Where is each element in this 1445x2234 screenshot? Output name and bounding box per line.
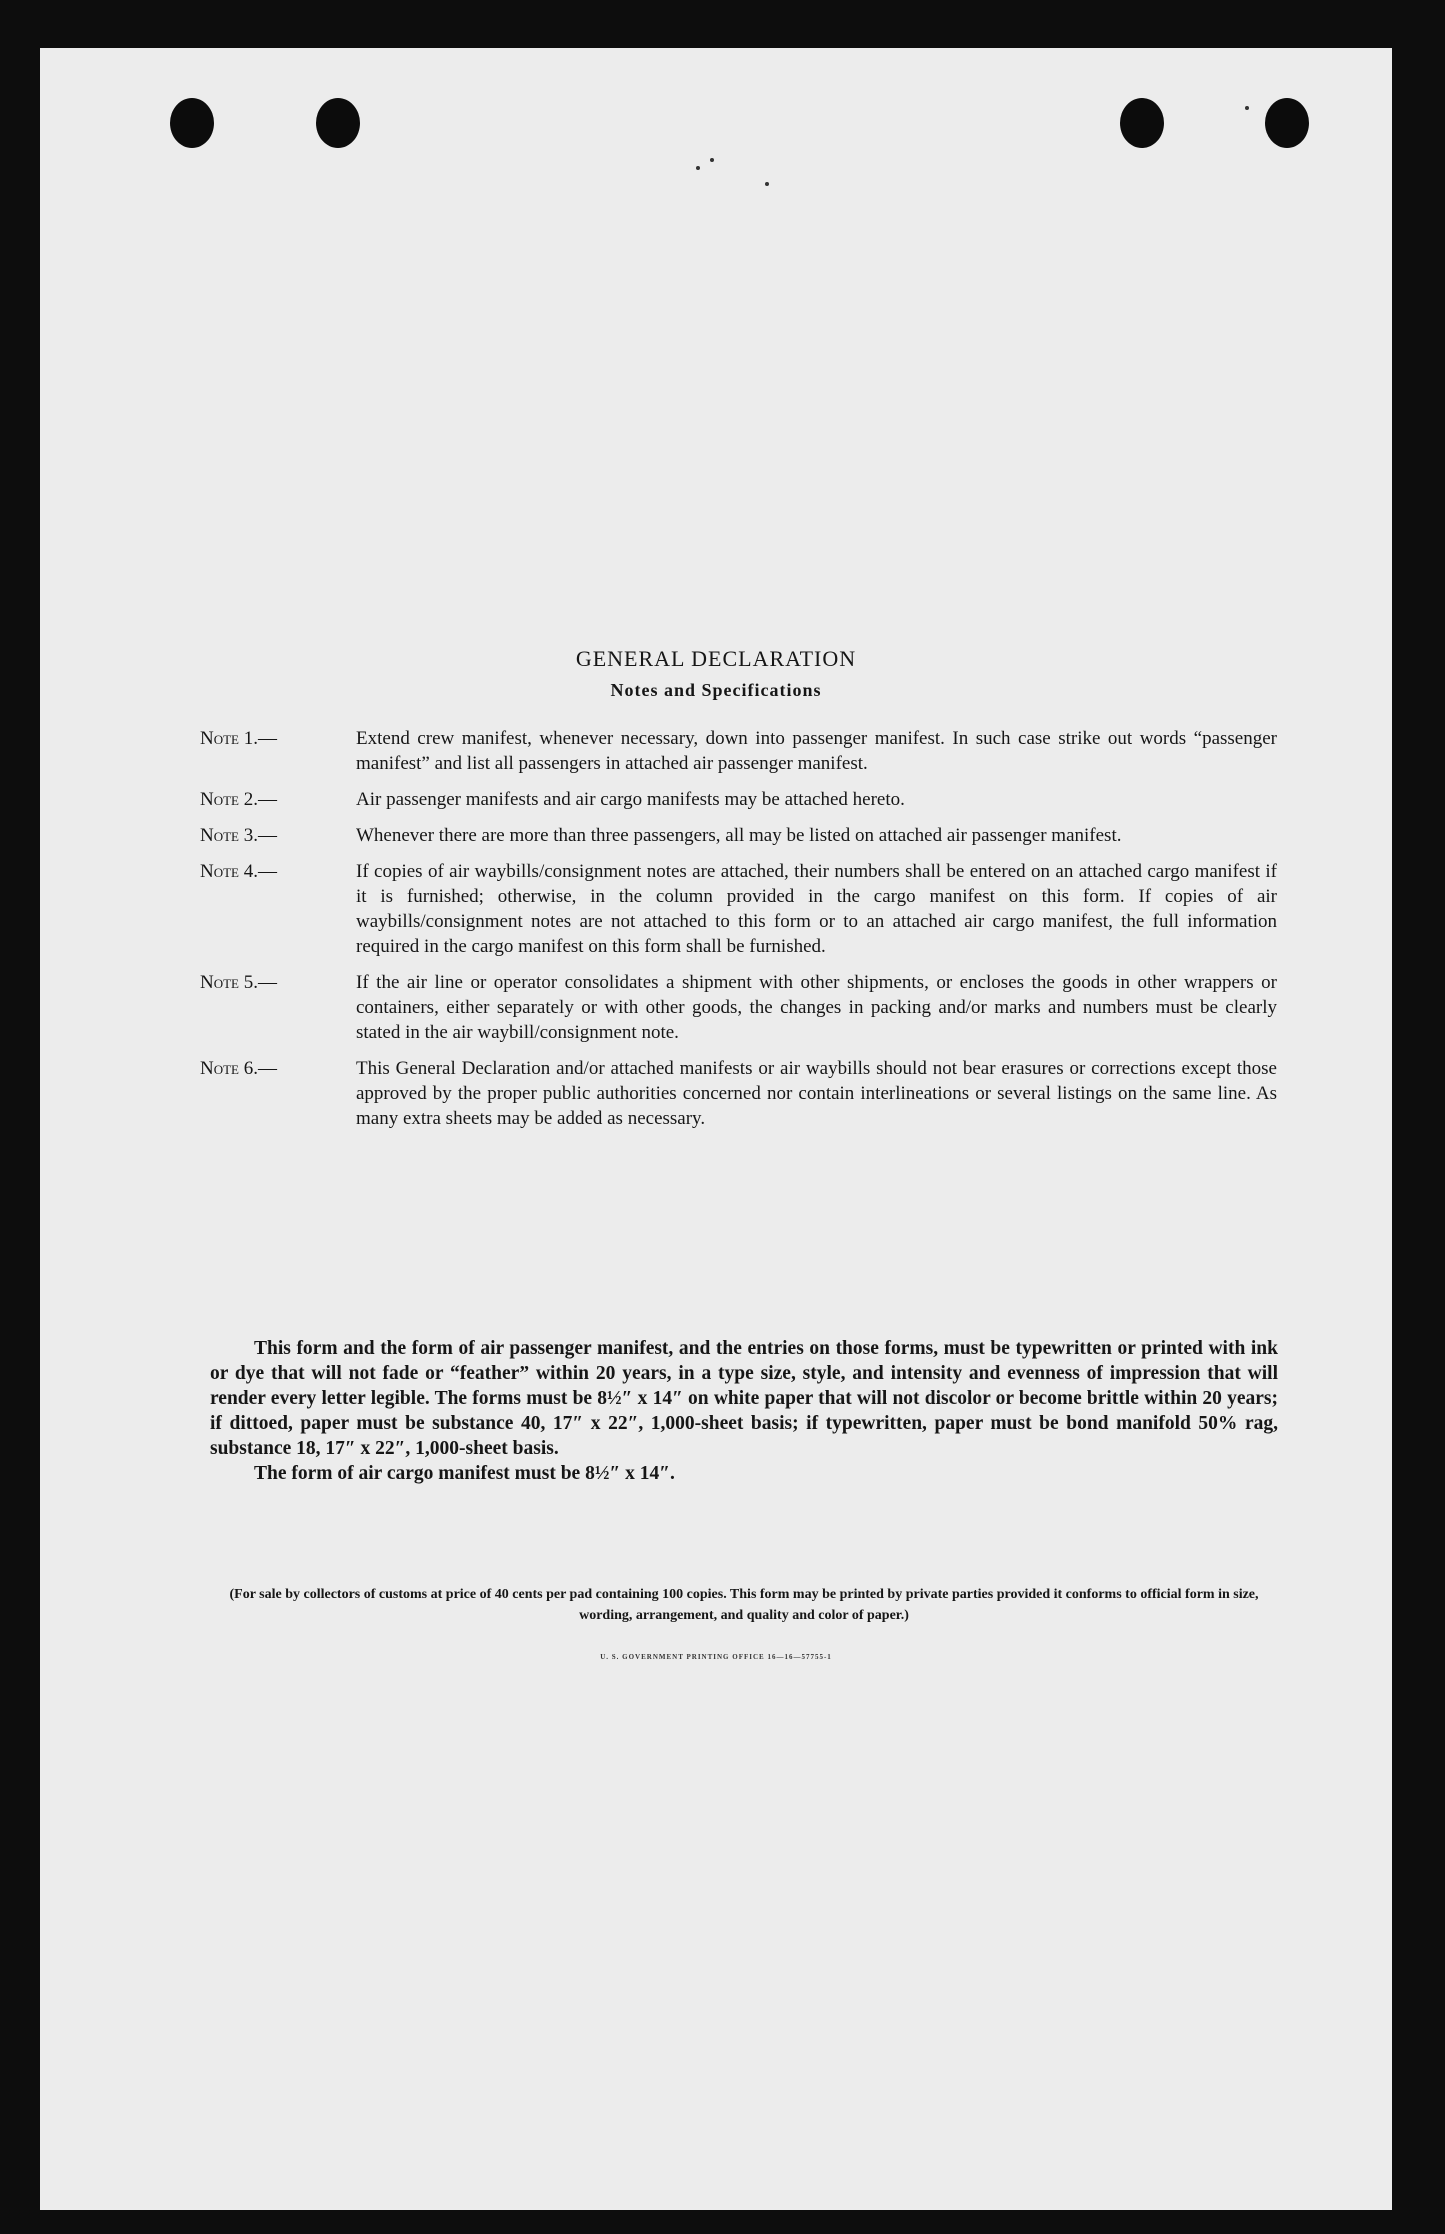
note-label: Note 1.— <box>200 728 277 749</box>
note-2 <box>200 787 1277 812</box>
note-text: Extend crew manifest, whenever necessary, down into passenger manifest. In such case strike out words “passenger manifest” and list all passengers in attached air passenger manifest. <box>356 728 1277 774</box>
paper-speck <box>710 158 714 162</box>
paper-speck <box>765 182 769 186</box>
note-5 <box>200 970 1277 1045</box>
sale-footnote: (For sale by collectors of customs at price of 40 cents per pad containing 100 copies. This form may be printed by private parties provided it conforms to official form in size, wording, arrangement, and quality and color of paper.) <box>229 1587 1259 1623</box>
note-text: Whenever there are more than three passengers, all may be listed on attached air passenger manifest. <box>356 825 1122 846</box>
document-title: GENERAL DECLARATION <box>575 646 857 671</box>
form-specifications <box>210 1336 1278 1486</box>
note-text: Air passenger manifests and air cargo manifests may be attached hereto. <box>356 789 905 810</box>
paper-speck <box>1245 106 1249 110</box>
specifications-paragraph: This form and the form of air passenger manifest, and the entries on those forms, must be typewritten or printed with ink or dye that will not fade or “feather” within 20 years, in a type size, style, and intensity and evenness of impression that will render every letter legible. The forms must be 8½″ x 14″ on white paper that will not discolor or become brittle within 20 years; if dittoed, paper must be substance 40, 17″ x 22″, 1,000-sheet basis; if typewritten, paper must be bond manifold 50% rag, substance 18, 17″ x 22″, 1,000-sheet basis. <box>210 1338 1278 1459</box>
note-text: If the air line or operator consolidates a shipment with other shipments, or encloses the goods in other wrappers or containers, either separately or with other goods, the changes in packing and/or marks and numbers must be clearly stated in the air waybill/consignment note. <box>356 972 1277 1043</box>
punch-hole <box>316 98 360 148</box>
note-label: Note 4.— <box>200 861 277 882</box>
document-subtitle: Notes and Specifications <box>610 680 822 700</box>
cargo-manifest-size-line: The form of air cargo manifest must be 8½″ x 14″. <box>254 1463 675 1484</box>
note-text: This General Declaration and/or attached manifests or air waybills should not bear erasures or corrections except those approved by the proper public authorities concerned nor contain interlineations or several listings on the same line. As many extra sheets may be added as necessary. <box>356 1058 1277 1129</box>
note-1 <box>200 726 1277 776</box>
printer-imprint: U. S. GOVERNMENT PRINTING OFFICE 16—16—57755-1 <box>600 1653 832 1661</box>
note-label: Note 2.— <box>200 789 277 810</box>
punch-hole <box>170 98 214 148</box>
document-page <box>40 48 1392 2210</box>
punch-hole <box>1265 98 1309 148</box>
note-label: Note 5.— <box>200 972 277 993</box>
punch-hole <box>1120 98 1164 148</box>
note-label: Note 3.— <box>200 825 277 846</box>
note-label: Note 6.— <box>200 1058 277 1079</box>
notes-list <box>200 726 1277 1142</box>
paper-speck <box>696 166 700 170</box>
note-6 <box>200 1056 1277 1131</box>
note-text: If copies of air waybills/consignment notes are attached, their numbers shall be entered on an attached cargo manifest if it is furnished; otherwise, in the column provided in the cargo manifest on this form. If copies of air waybills/consignment notes are not attached to this form or to an attached air cargo manifest, the full information required in the cargo manifest on this form shall be furnished. <box>356 861 1277 957</box>
note-3 <box>200 823 1277 848</box>
note-4 <box>200 859 1277 959</box>
